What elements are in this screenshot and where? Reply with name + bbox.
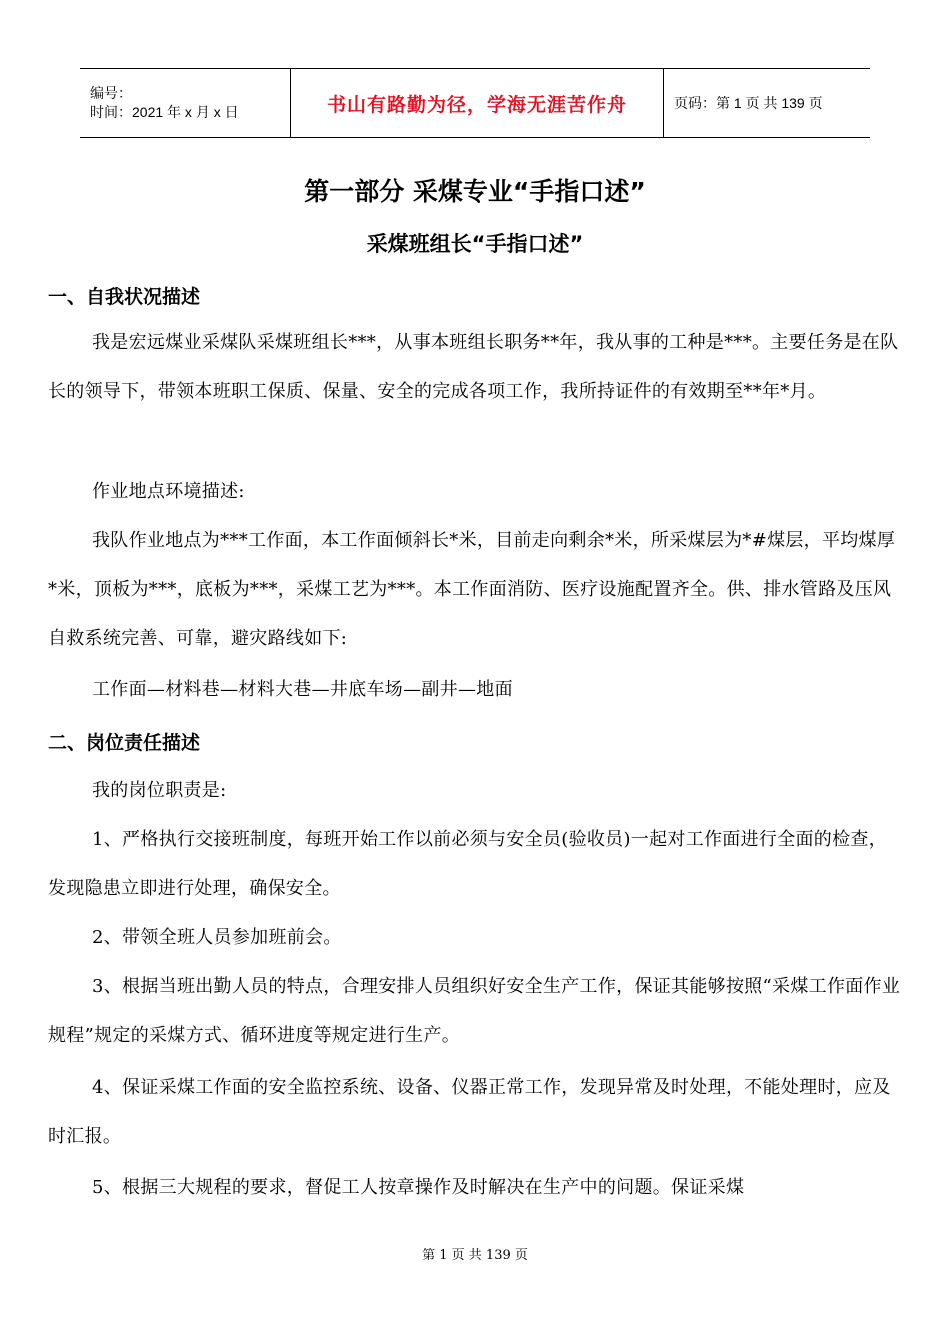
number-label: 编号： [90,85,132,101]
page-info: 页码：第 1 页 共 139 页 [674,95,823,111]
paragraph: 2、带领全班人员参加班前会。 [92,927,342,948]
page-title: 第一部分 采煤专业“手指口述” [304,177,646,206]
time-label: 时间：2021 年 x 月 x 日 [90,104,239,120]
paragraph: 我队作业地点为***工作面，本工作面倾斜长*米，目前走向剩余*米，所采煤层为*#煤层，平均煤厚*米，顶板为***，底板为***，采煤工艺为***。本工作面消防、医疗设施配置齐全。供、排水管路及压风自救系统完善、可靠，避灾路线如下: [48,530,896,649]
paragraph: 作业地点环境描述: [92,481,245,502]
page-subtitle: 采煤班组长“手指口述” [366,232,584,256]
paragraph: 我的岗位职责是: [92,780,227,801]
header-motto-cell [290,69,664,137]
paragraph: 工作面—材料巷—材料大巷—井底车场—副井—地面 [92,679,513,700]
page-footer: 第 1 页 共 139 页 [422,1248,528,1263]
header-meta [80,69,290,137]
paragraph: 3、根据当班出勤人员的特点，合理安排人员组织好安全生产工作，保证其能够按照“采煤工作面作业规程”规定的采煤方式、循环进度等规定进行生产。 [48,976,901,1046]
paragraph: 1、严格执行交接班制度，每班开始工作以前必须与安全员(验收员)一起对工作面进行全面的检查，发现隐患立即进行处理，确保安全。 [48,829,887,899]
paragraph: 4、保证采煤工作面的安全监控系统、设备、仪器正常工作，发现异常及时处理，不能处理时，应及时汇报。 [48,1077,891,1147]
header-page-cell [664,69,870,137]
paragraph: 我是宏远煤业采煤队采煤班组长***，从事本班组长职务**年，我从事的工种是***。主要任务是在队长的领导下，带领本班职工保质、保量、安全的完成各项工作，我所持证件的有效期至**年*月。 [48,332,899,402]
document-header [80,68,870,138]
motto-text: 书山有路勤为径，学海无涯苦作舟 [326,93,627,116]
section-heading-self: 一、自我状况描述 [48,286,201,308]
paragraph: 5、根据三大规程的要求，督促工人按章操作及时解决在生产中的问题。保证采煤 [92,1177,745,1198]
section-heading-duty: 二、岗位责任描述 [48,732,201,754]
